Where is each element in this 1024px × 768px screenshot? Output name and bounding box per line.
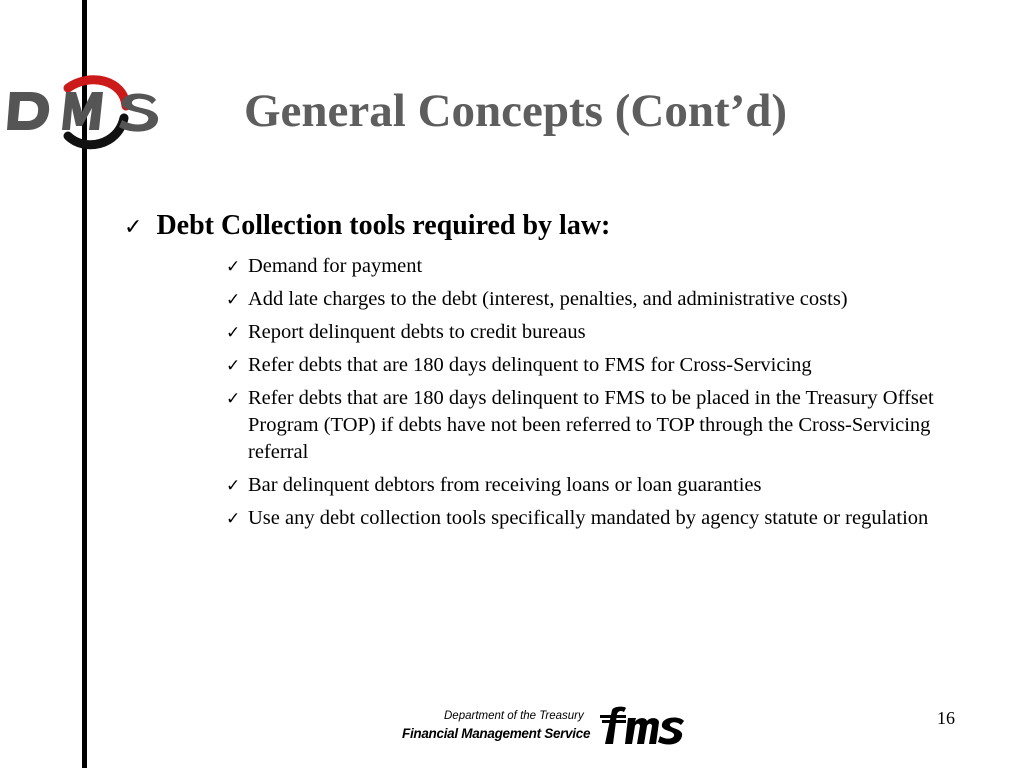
- sub-bullet-list: [226, 253, 986, 538]
- service-label: Financial Management Service: [402, 726, 591, 741]
- sub-bullet: [226, 505, 986, 532]
- sub-bullet: [226, 319, 986, 346]
- sub-bullet: [226, 286, 986, 313]
- main-bullet-text: Debt Collection tools required by law:: [156, 210, 611, 241]
- sub-bullet-text: Bar delinquent debtors from receiving loans or loan guaranties: [248, 474, 762, 496]
- main-bullet: [124, 209, 1004, 243]
- sub-bullet: [226, 472, 986, 499]
- checkmark-icon: ✓: [226, 509, 241, 528]
- checkmark-icon: ✓: [124, 214, 143, 239]
- fms-logo-icon: [600, 706, 690, 746]
- sub-bullet: [226, 253, 986, 280]
- checkmark-icon: ✓: [226, 389, 241, 408]
- sub-bullet-text: Demand for payment: [248, 255, 423, 277]
- checkmark-icon: ✓: [226, 356, 241, 375]
- checkmark-icon: ✓: [226, 257, 241, 276]
- slide-title: General Concepts (Cont’d): [244, 85, 788, 137]
- dms-logo: [6, 70, 162, 154]
- sub-bullet-text: Use any debt collection tools specifically mandated by agency statute or regulation: [248, 507, 929, 529]
- sub-bullet-text: Refer debts that are 180 days delinquent to FMS to be placed in the Treasury Offset Program (TOP) if debts have not been referred to TOP through the Cross-Servicing referral: [248, 387, 934, 463]
- checkmark-icon: ✓: [226, 290, 241, 309]
- checkmark-icon: ✓: [226, 323, 241, 342]
- sub-bullet-text: Refer debts that are 180 days delinquent to FMS for Cross-Servicing: [248, 354, 812, 376]
- department-label: Department of the Treasury: [444, 710, 584, 722]
- page-number: 16: [937, 708, 955, 728]
- fms-footer-logo: [402, 704, 694, 750]
- checkmark-icon: ✓: [226, 476, 241, 495]
- sub-bullet: [226, 352, 986, 379]
- dms-logo-graphic: [6, 70, 162, 154]
- sub-bullet-text: Report delinquent debts to credit bureaus: [248, 321, 586, 343]
- sub-bullet: [226, 385, 986, 466]
- sub-bullet-text: Add late charges to the debt (interest, penalties, and administrative costs): [248, 288, 848, 310]
